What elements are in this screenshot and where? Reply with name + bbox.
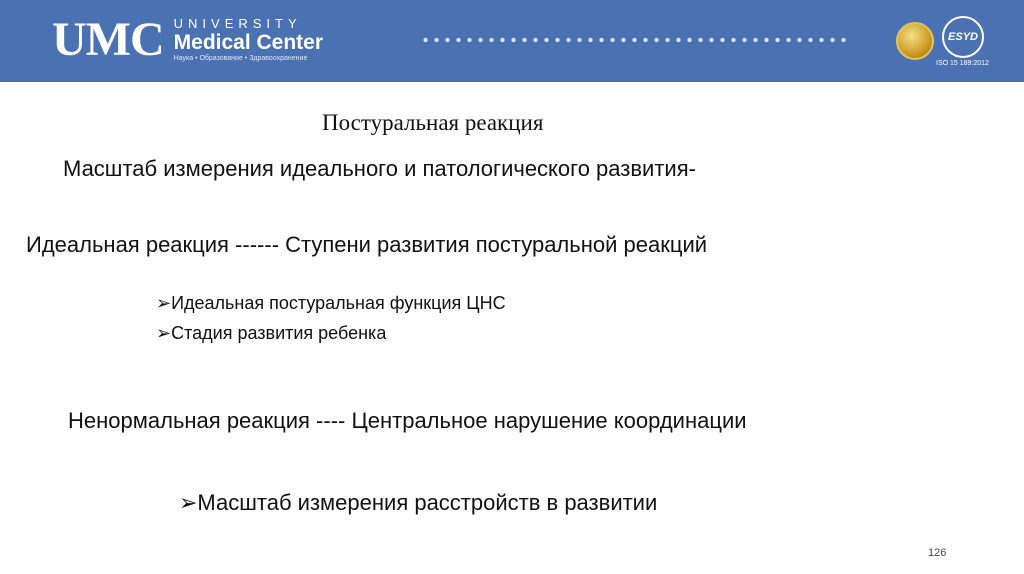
scale-line: Масштаб измерения идеального и патологического развития-	[63, 156, 696, 181]
logo-mark: UMC	[52, 13, 164, 66]
slide-title: Постуральная реакция	[322, 110, 544, 135]
bullet-child-stage: ➢Стадия развития ребенка	[156, 323, 387, 343]
ideal-reaction-line: Идеальная реакция ------ Ступени развития постуральной реакций	[26, 232, 708, 257]
bullet-disorder-scale: ➢Масштаб измерения расстройств в развитии	[179, 490, 658, 515]
dotted-divider	[420, 36, 850, 44]
abnormal-reaction-line: Ненормальная реакция ---- Центральное нарушение координации	[68, 408, 747, 433]
logo-tagline: Наука • Образование • Здравоохранение	[173, 55, 308, 62]
esyd-badge: ESYD	[942, 16, 984, 58]
logo-university: UNIVERSITY	[173, 16, 302, 31]
gold-seal-icon	[896, 22, 934, 60]
header-bar	[0, 0, 1024, 82]
umc-logo	[52, 12, 323, 68]
logo-medical-center: Medical Center	[173, 31, 324, 54]
iso-label: ISO 15 189:2012	[936, 60, 989, 67]
page-number: 126	[928, 547, 947, 559]
logo-text	[174, 16, 323, 64]
bullet-ideal-cns: ➢Идеальная постуральная функция ЦНС	[156, 293, 506, 313]
